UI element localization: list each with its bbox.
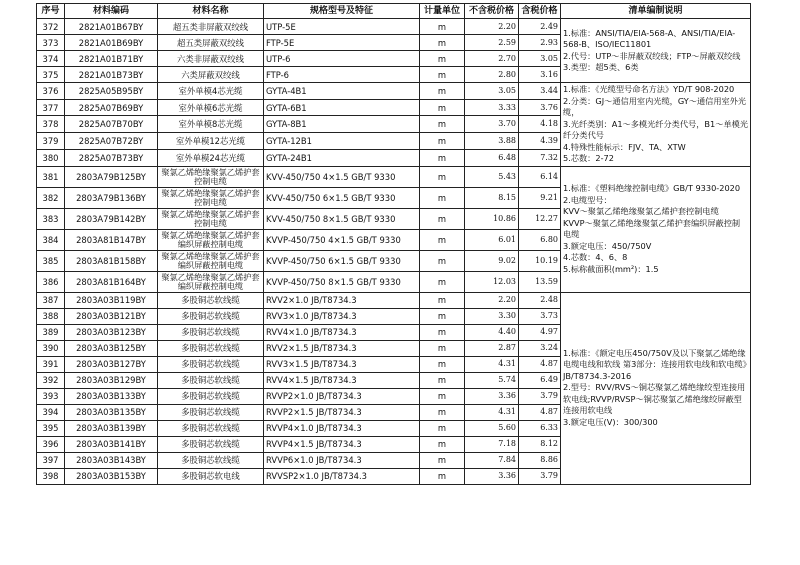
row-index: 372	[37, 19, 65, 35]
note-line: 1.标准：《额定电压450/750V及以下聚氯乙烯绝缘电缆电线和软线 第3部分：连接用软电线和软电缆》JB/T8734.3-2016	[563, 347, 747, 381]
spec-model: RVV4×1.0 JB/T8734.3	[264, 324, 420, 340]
price-incl-tax: 8.12	[519, 436, 561, 452]
unit: m	[420, 324, 465, 340]
price-excl-tax: 7.18	[465, 436, 519, 452]
spec-model: GYTA-8B1	[264, 116, 420, 133]
note-line: 3.光纤类别：A1～多模光纤分类代号，B1～单模光纤分类代号	[563, 118, 749, 140]
row-index: 392	[37, 372, 65, 388]
material-name: 多股铜芯软线缆	[158, 388, 264, 404]
price-excl-tax: 4.31	[465, 404, 519, 420]
unit: m	[420, 404, 465, 420]
unit: m	[420, 420, 465, 436]
price-incl-tax: 10.19	[519, 250, 561, 271]
header-material-name: 材料名称	[158, 4, 264, 19]
note-line: 1.标准：《光缆型号命名方法》YD/T 908-2020	[563, 84, 735, 94]
price-excl-tax: 3.30	[465, 308, 519, 324]
material-code: 2803A03B123BY	[65, 324, 158, 340]
price-excl-tax: 5.43	[465, 166, 519, 187]
price-incl-tax: 6.80	[519, 229, 561, 250]
material-code: 2821A01B67BY	[65, 19, 158, 35]
material-name: 多股铜芯软线缆	[158, 356, 264, 372]
material-name: 多股铜芯软线缆	[158, 452, 264, 468]
note-line: 4.芯数：4、6、8	[563, 252, 628, 262]
row-index: 382	[37, 187, 65, 208]
spec-model: RVV2×1.5 JB/T8734.3	[264, 340, 420, 356]
material-code: 2825A07B72BY	[65, 133, 158, 150]
price-incl-tax: 12.27	[519, 208, 561, 229]
material-name: 聚氯乙烯绝缘聚氯乙烯护套编织屏蔽控制电缆	[158, 229, 264, 250]
spec-model: RVVP2×1.0 JB/T8734.3	[264, 388, 420, 404]
spec-model: KVV-450/750 6×1.5 GB/T 9330	[264, 187, 420, 208]
price-incl-tax: 13.59	[519, 271, 561, 292]
price-incl-tax: 9.21	[519, 187, 561, 208]
material-name: 多股铜芯软线缆	[158, 404, 264, 420]
price-excl-tax: 6.48	[465, 149, 519, 166]
price-excl-tax: 3.36	[465, 388, 519, 404]
spec-model: RVVSP2×1.0 JB/T8734.3	[264, 468, 420, 484]
material-code: 2825A05B95BY	[65, 83, 158, 100]
unit: m	[420, 250, 465, 271]
material-name: 多股铜芯软线缆	[158, 436, 264, 452]
price-excl-tax: 4.31	[465, 356, 519, 372]
material-name: 室外单模8芯光缆	[158, 116, 264, 133]
price-incl-tax: 4.18	[519, 116, 561, 133]
unit: m	[420, 166, 465, 187]
unit: m	[420, 35, 465, 51]
unit: m	[420, 67, 465, 83]
price-incl-tax: 8.86	[519, 452, 561, 468]
row-index: 398	[37, 468, 65, 484]
price-excl-tax: 2.59	[465, 35, 519, 51]
material-name: 聚氯乙烯绝缘聚氯乙烯护套控制电缆	[158, 208, 264, 229]
spec-model: KVVP-450/750 8×1.5 GB/T 9330	[264, 271, 420, 292]
price-incl-tax: 3.05	[519, 51, 561, 67]
price-excl-tax: 3.36	[465, 468, 519, 484]
price-incl-tax: 2.93	[519, 35, 561, 51]
material-code: 2803A03B135BY	[65, 404, 158, 420]
row-index: 388	[37, 308, 65, 324]
spec-model: KVVP-450/750 6×1.5 GB/T 9330	[264, 250, 420, 271]
price-incl-tax: 3.44	[519, 83, 561, 100]
row-index: 391	[37, 356, 65, 372]
row-index: 397	[37, 452, 65, 468]
spec-model: FTP-6	[264, 67, 420, 83]
material-code: 2821A01B71BY	[65, 51, 158, 67]
spec-model: RVVP2×1.5 JB/T8734.3	[264, 404, 420, 420]
material-code: 2803A03B141BY	[65, 436, 158, 452]
material-code: 2803A81B147BY	[65, 229, 158, 250]
material-name: 聚氯乙烯绝缘聚氯乙烯护套编织屏蔽控制电缆	[158, 250, 264, 271]
unit: m	[420, 149, 465, 166]
material-code: 2803A03B143BY	[65, 452, 158, 468]
row-index: 377	[37, 99, 65, 116]
spec-model: UTP-6	[264, 51, 420, 67]
unit: m	[420, 356, 465, 372]
note-line: 2.型号：RVV/RVS～铜芯聚氯乙烯绝缘绞型连接用软电线;RVVP/RVSP～铜芯聚氯乙烯绝缘绞屏蔽型连接用软电线	[563, 382, 746, 416]
table-row	[37, 292, 751, 308]
group-notes	[561, 19, 751, 83]
spec-model: RVVP6×1.0 JB/T8734.3	[264, 452, 420, 468]
price-excl-tax: 2.70	[465, 51, 519, 67]
note-line: 1.标准：ANSI/TIA/EIA-568-A、ANSI/TIA/EIA-568-B、ISO/IEC11801	[563, 27, 736, 49]
price-excl-tax: 8.15	[465, 187, 519, 208]
price-excl-tax: 5.60	[465, 420, 519, 436]
material-code: 2803A03B125BY	[65, 340, 158, 356]
table-row	[37, 166, 751, 187]
group-notes	[561, 166, 751, 292]
material-code: 2803A81B158BY	[65, 250, 158, 271]
note-line: 4.特殊性能标示：FJV、TA、XTW	[563, 141, 686, 152]
header-index: 序号	[37, 4, 65, 19]
material-code: 2821A01B73BY	[65, 67, 158, 83]
material-code: 2825A07B73BY	[65, 149, 158, 166]
spec-model: KVV-450/750 8×1.5 GB/T 9330	[264, 208, 420, 229]
note-line: 5.芯数：2-72	[563, 153, 614, 163]
row-index: 375	[37, 67, 65, 83]
unit: m	[420, 19, 465, 35]
note-line: 1.标准：《塑料绝缘控制电缆》GB/T 9330-2020	[563, 183, 741, 193]
row-index: 394	[37, 404, 65, 420]
note-line: 2.分类：GJ～通信用室内光缆，GY～通信用室外光缆，	[563, 95, 747, 117]
unit: m	[420, 99, 465, 116]
material-code: 2803A79B142BY	[65, 208, 158, 229]
table-body	[37, 19, 751, 485]
price-incl-tax: 3.24	[519, 340, 561, 356]
header-code: 材料编码	[65, 4, 158, 19]
spec-model: KVVP-450/750 4×1.5 GB/T 9330	[264, 229, 420, 250]
price-excl-tax: 12.03	[465, 271, 519, 292]
row-index: 389	[37, 324, 65, 340]
material-name: 聚氯乙烯绝缘聚氯乙烯护套控制电缆	[158, 187, 264, 208]
unit: m	[420, 208, 465, 229]
price-incl-tax: 4.39	[519, 133, 561, 150]
row-index: 387	[37, 292, 65, 308]
material-name: 聚氯乙烯绝缘聚氯乙烯护套控制电缆	[158, 166, 264, 187]
price-incl-tax: 6.14	[519, 166, 561, 187]
material-code: 2803A03B139BY	[65, 420, 158, 436]
header-spec: 规格型号及特征	[264, 4, 420, 19]
price-excl-tax: 3.33	[465, 99, 519, 116]
price-incl-tax: 7.32	[519, 149, 561, 166]
row-index: 381	[37, 166, 65, 187]
material-name: 多股铜芯软线缆	[158, 340, 264, 356]
material-name: 室外单模4芯光缆	[158, 83, 264, 100]
unit: m	[420, 116, 465, 133]
material-code: 2803A81B164BY	[65, 271, 158, 292]
price-excl-tax: 9.02	[465, 250, 519, 271]
header-row	[37, 4, 751, 19]
price-excl-tax: 2.87	[465, 340, 519, 356]
row-index: 390	[37, 340, 65, 356]
material-code: 2803A03B153BY	[65, 468, 158, 484]
material-name: 多股铜芯软线缆	[158, 420, 264, 436]
material-name: 室外单模24芯光缆	[158, 149, 264, 166]
material-code: 2803A03B133BY	[65, 388, 158, 404]
spec-model: RVV2×1.0 JB/T8734.3	[264, 292, 420, 308]
material-code: 2803A03B121BY	[65, 308, 158, 324]
unit: m	[420, 292, 465, 308]
group-notes	[561, 292, 751, 484]
spec-model: GYTA-24B1	[264, 149, 420, 166]
spec-model: FTP-5E	[264, 35, 420, 51]
row-index: 384	[37, 229, 65, 250]
spec-model: UTP-5E	[264, 19, 420, 35]
row-index: 383	[37, 208, 65, 229]
row-index: 378	[37, 116, 65, 133]
note-line: 3.类型：超5类、6类	[563, 62, 639, 72]
note-line: KVV～聚氯乙烯绝缘聚氯乙烯护套控制电缆	[563, 206, 719, 216]
row-index: 385	[37, 250, 65, 271]
price-incl-tax: 3.79	[519, 388, 561, 404]
note-line: 5.标称截面积(mm²)：1.5	[563, 263, 659, 274]
material-name: 多股铜芯软线缆	[158, 372, 264, 388]
price-excl-tax: 2.80	[465, 67, 519, 83]
unit: m	[420, 308, 465, 324]
spec-model: KVV-450/750 4×1.5 GB/T 9330	[264, 166, 420, 187]
table-row	[37, 19, 751, 35]
unit: m	[420, 187, 465, 208]
row-index: 393	[37, 388, 65, 404]
spec-model: RVVP4×1.0 JB/T8734.3	[264, 420, 420, 436]
price-incl-tax: 3.16	[519, 67, 561, 83]
material-code: 2803A03B119BY	[65, 292, 158, 308]
material-name: 多股铜芯软线缆	[158, 292, 264, 308]
spec-model: GYTA-4B1	[264, 83, 420, 100]
material-name: 多股铜芯软线缆	[158, 324, 264, 340]
spec-model: GYTA-6B1	[264, 99, 420, 116]
price-incl-tax: 2.49	[519, 19, 561, 35]
unit: m	[420, 388, 465, 404]
spec-model: RVV4×1.5 JB/T8734.3	[264, 372, 420, 388]
header-notes: 清单编制说明	[561, 4, 751, 19]
price-incl-tax: 4.97	[519, 324, 561, 340]
group-notes	[561, 83, 751, 167]
spec-model: RVV3×1.0 JB/T8734.3	[264, 308, 420, 324]
unit: m	[420, 372, 465, 388]
material-name: 超五类屏蔽双绞线	[158, 35, 264, 51]
material-name: 超五类非屏蔽双绞线	[158, 19, 264, 35]
row-index: 396	[37, 436, 65, 452]
row-index: 374	[37, 51, 65, 67]
price-incl-tax: 3.76	[519, 99, 561, 116]
unit: m	[420, 436, 465, 452]
row-index: 386	[37, 271, 65, 292]
unit: m	[420, 452, 465, 468]
material-code: 2803A03B129BY	[65, 372, 158, 388]
spec-model: RVV3×1.5 JB/T8734.3	[264, 356, 420, 372]
price-excl-tax: 3.88	[465, 133, 519, 150]
material-code: 2825A07B70BY	[65, 116, 158, 133]
unit: m	[420, 468, 465, 484]
unit: m	[420, 340, 465, 356]
header-price-excl-tax: 不含税价格	[465, 4, 519, 19]
price-excl-tax: 6.01	[465, 229, 519, 250]
price-incl-tax: 6.49	[519, 372, 561, 388]
header-unit: 计量单位	[420, 4, 465, 19]
material-code: 2803A79B136BY	[65, 187, 158, 208]
note-line: 3.额定电压(V)：300/300	[563, 416, 658, 427]
price-excl-tax: 2.20	[465, 19, 519, 35]
note-line: 2.电缆型号：	[563, 194, 612, 205]
unit: m	[420, 83, 465, 100]
material-code: 2825A07B69BY	[65, 99, 158, 116]
price-incl-tax: 3.73	[519, 308, 561, 324]
row-index: 395	[37, 420, 65, 436]
header-price-incl-tax: 含税价格	[519, 4, 561, 19]
row-index: 373	[37, 35, 65, 51]
unit: m	[420, 51, 465, 67]
material-name: 室外单模12芯光缆	[158, 133, 264, 150]
row-index: 376	[37, 83, 65, 100]
material-name: 聚氯乙烯绝缘聚氯乙烯护套编织屏蔽控制电缆	[158, 271, 264, 292]
material-name: 六类屏蔽双绞线	[158, 67, 264, 83]
note-line: KVVP～聚氯乙烯绝缘聚氯乙烯护套编织屏蔽控制电缆	[563, 217, 741, 239]
price-list-table	[36, 3, 751, 485]
price-excl-tax: 4.40	[465, 324, 519, 340]
unit: m	[420, 229, 465, 250]
price-incl-tax: 4.87	[519, 404, 561, 420]
price-excl-tax: 10.86	[465, 208, 519, 229]
material-name: 多股铜芯软电线	[158, 468, 264, 484]
material-code: 2821A01B69BY	[65, 35, 158, 51]
price-excl-tax: 7.84	[465, 452, 519, 468]
material-code: 2803A03B127BY	[65, 356, 158, 372]
row-index: 379	[37, 133, 65, 150]
spec-model: GYTA-12B1	[264, 133, 420, 150]
price-excl-tax: 3.70	[465, 116, 519, 133]
price-excl-tax: 3.05	[465, 83, 519, 100]
unit: m	[420, 133, 465, 150]
row-index: 380	[37, 149, 65, 166]
material-code: 2803A79B125BY	[65, 166, 158, 187]
material-name: 室外单模6芯光缆	[158, 99, 264, 116]
unit: m	[420, 271, 465, 292]
note-line: 2.代号：UTP～非屏蔽双绞线；FTP～屏蔽双绞线	[563, 50, 741, 61]
price-excl-tax: 2.20	[465, 292, 519, 308]
spec-model: RVVP4×1.5 JB/T8734.3	[264, 436, 420, 452]
material-name: 多股铜芯软线缆	[158, 308, 264, 324]
price-incl-tax: 4.87	[519, 356, 561, 372]
table-row	[37, 83, 751, 100]
price-excl-tax: 5.74	[465, 372, 519, 388]
price-incl-tax: 2.48	[519, 292, 561, 308]
note-line: 3.额定电压：450/750V	[563, 240, 652, 251]
material-name: 六类非屏蔽双绞线	[158, 51, 264, 67]
price-incl-tax: 3.79	[519, 468, 561, 484]
price-incl-tax: 6.33	[519, 420, 561, 436]
